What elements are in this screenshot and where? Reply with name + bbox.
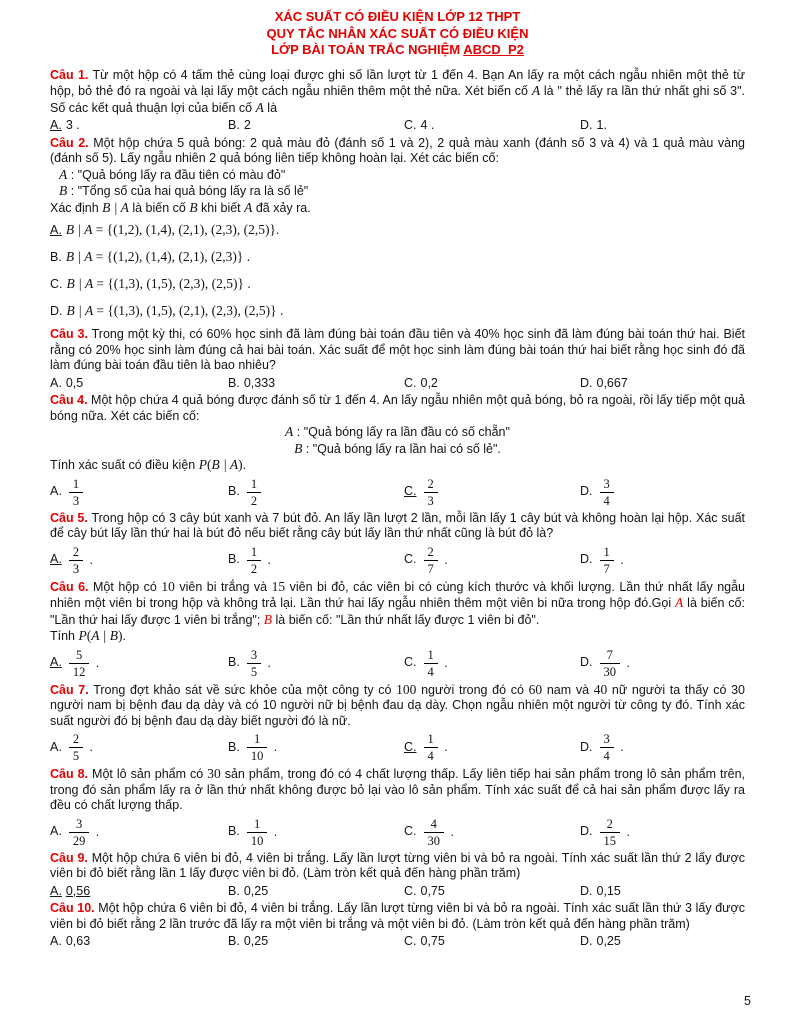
text-segment: 0,333	[243, 375, 276, 390]
text-segment: : "Quả bóng lấy ra đầu tiên có màu đỏ"	[67, 167, 286, 182]
answer-option	[228, 118, 404, 134]
answer-option	[50, 244, 745, 271]
text-segment: 1.	[596, 118, 607, 132]
text-segment: là " thẻ lấy ra lần thứ nhất ghi số 3". Số các kết quả thuận lợi của biến cố	[50, 84, 746, 115]
question-line	[50, 327, 745, 374]
math-segment: 100	[396, 681, 417, 697]
math-segment: B	[59, 183, 68, 198]
title-line-3-text: LỚP BÀI TOÁN TRẮC NGHIỆM	[271, 42, 464, 57]
math-segment: 30	[207, 766, 221, 781]
answer-options	[50, 217, 745, 325]
option-letter: C.	[404, 739, 417, 754]
answer-option	[50, 884, 228, 900]
math-segment: B | A	[65, 249, 96, 264]
option-letter: A.	[50, 883, 62, 898]
text-segment: Trong đợt khảo sát về sức khỏe của một công ty có	[88, 682, 397, 697]
text-segment: .	[440, 552, 448, 567]
question-line	[50, 200, 745, 217]
fraction	[247, 545, 261, 576]
math-segment: B	[189, 199, 198, 215]
option-letter: B.	[228, 883, 240, 898]
option-letter: C.	[404, 824, 417, 839]
text-segment: 0,667	[596, 375, 628, 390]
answer-option	[580, 476, 745, 509]
text-segment: .	[270, 739, 278, 754]
math-segment: )	[117, 628, 123, 643]
answer-option	[404, 118, 580, 134]
math-segment: )	[238, 457, 243, 472]
option-letter: D.	[50, 304, 63, 318]
math-red-segment: B	[263, 611, 273, 627]
text-segment: 0,63	[65, 934, 91, 948]
question-line	[50, 393, 745, 424]
fraction-denominator: 10	[250, 833, 264, 848]
option-letter: D.	[580, 484, 593, 499]
fraction	[247, 477, 261, 508]
question-number-label: Câu 1.	[50, 67, 89, 82]
math-segment: B | A	[66, 276, 97, 291]
fraction-numerator: 1	[69, 477, 83, 493]
math-segment: A	[244, 199, 253, 215]
answer-option	[50, 476, 228, 509]
text-segment: Xác định	[50, 200, 103, 215]
answer-option	[228, 884, 404, 900]
fraction	[69, 648, 90, 679]
math-segment: B | A	[211, 457, 239, 472]
fraction	[247, 648, 261, 679]
title-line-3-underlined-part: ABCD_P2	[463, 42, 524, 57]
fraction	[69, 545, 83, 576]
answer-options	[50, 816, 745, 849]
answer-option	[50, 298, 745, 325]
answer-options	[50, 884, 745, 900]
text-segment: viên bi đỏ, các viên bi có cùng kích thước và khối lượng. Lần thứ nhất lấy ngẫu nhiên một viên bi trong hộp và không trả lại. Lần thứ hai lấy ngẫu nhiên thêm một viên bi nữa trong hộp đó.Gọi	[50, 579, 746, 610]
text-segment: 0,25	[243, 934, 269, 948]
fraction	[600, 817, 621, 848]
question-block	[50, 579, 745, 680]
math-segment: 10	[161, 578, 175, 594]
option-letter: C.	[404, 655, 417, 670]
option-letter: C.	[404, 484, 417, 499]
text-segment: Trong một kỳ thi, có 60% học sinh đã làm đúng bài toán đầu tiên và 40% học sinh đã làm đúng bài toán thứ hai. Biết rằng có 20% học sinh làm đúng cả hai bài toán. Xác suất để một học sinh làm đúng bài toán thứ hai biết rằng học sinh đó đã làm đúng bài toán đầu tiên là bao nhiêu?	[50, 327, 745, 372]
math-segment: P	[198, 457, 207, 472]
option-letter: D.	[580, 883, 593, 898]
option-letter: A.	[50, 484, 62, 499]
fraction-denominator: 12	[72, 664, 86, 679]
text-segment: khi biết	[197, 200, 245, 215]
math-segment: 60	[528, 681, 543, 697]
option-letter: D.	[580, 655, 593, 670]
math-segment: A	[255, 99, 264, 115]
option-letter: A.	[50, 739, 62, 754]
math-red-segment: A	[675, 595, 684, 610]
answer-options	[50, 376, 745, 392]
text-segment: .	[92, 655, 100, 670]
option-letter: A.	[50, 655, 62, 670]
answer-option	[228, 816, 404, 849]
fraction-numerator: 3	[247, 648, 261, 664]
math-segment: = {(1,3), (1,5), (2,1), (2,3), (2,5)} .	[96, 303, 284, 318]
text-segment: viên bi trắng và	[174, 579, 272, 594]
answer-option	[228, 647, 404, 680]
text-segment: .	[616, 552, 624, 567]
answer-options	[50, 118, 745, 134]
option-letter: C.	[404, 552, 417, 567]
fraction-denominator: 29	[72, 833, 86, 848]
math-segment: A	[59, 166, 68, 182]
fraction	[600, 648, 621, 679]
text-segment: 0,56	[65, 883, 91, 898]
math-segment: = {(1,2), (1,4), (2,1), (2,3)} .	[95, 249, 251, 264]
option-letter: B.	[228, 739, 240, 754]
math-segment: 15	[271, 578, 286, 594]
option-letter: B.	[228, 484, 240, 499]
fraction-denominator: 2	[250, 493, 258, 508]
math-segment: 4	[355, 766, 362, 781]
option-letter: A.	[50, 824, 62, 839]
fraction	[600, 545, 614, 576]
fraction-numerator: 3	[69, 817, 90, 833]
option-letter: D.	[580, 824, 593, 839]
fraction	[424, 732, 438, 763]
text-segment: : "Quả bóng lấy ra lần đầu có số chẵn"	[293, 425, 510, 439]
option-letter: A.	[50, 223, 62, 237]
option-letter: A.	[50, 375, 62, 390]
math-segment: = {(1,3), (1,5), (2,3), (2,5)} .	[96, 276, 251, 291]
question-line	[50, 167, 745, 184]
math-segment: A	[285, 424, 294, 439]
option-letter: D.	[580, 552, 593, 567]
option-letter: B.	[228, 552, 240, 567]
fraction	[69, 732, 83, 763]
answer-option	[580, 118, 745, 134]
page-number: 5	[744, 994, 751, 1008]
text-segment: Một hộp chứa 6 viên bi đỏ, 4 viên bi trắng. Lấy lần lượt từng viên bi và bỏ ra ngoài. Tính xác suất lần thứ 3 lấy được viên bi đỏ biết rằng 2 lần trước đã lấy ra một viên bi trắng và một viên bi đỏ. (Làm tròn kết quả đến hàng phần trăm)	[50, 901, 745, 931]
text-segment: .	[270, 824, 278, 839]
question-block	[50, 851, 745, 900]
math-segment: P	[78, 628, 87, 643]
option-letter: C.	[404, 934, 417, 948]
text-segment: .	[92, 824, 100, 839]
fraction-numerator: 1	[424, 732, 438, 748]
fraction	[424, 545, 438, 576]
title-line-3	[50, 42, 745, 59]
fraction-numerator: 3	[600, 732, 614, 748]
answer-options	[50, 731, 745, 764]
answer-option	[404, 816, 580, 849]
answer-option	[50, 118, 228, 134]
fraction-numerator: 1	[247, 545, 261, 561]
answer-option	[50, 647, 228, 680]
answer-option	[404, 544, 580, 577]
math-segment: B | A	[65, 222, 96, 237]
text-segment: nam và	[542, 682, 594, 697]
question-line	[50, 457, 745, 474]
question-block	[50, 393, 745, 509]
answer-option	[580, 647, 745, 680]
text-segment: 3 .	[65, 118, 80, 132]
math-segment: = {(1,2), (1,4), (2,1), (2,3), (2,5)}.	[95, 222, 280, 237]
fraction-denominator: 7	[427, 561, 434, 576]
fraction	[424, 817, 445, 848]
answer-option	[50, 731, 228, 764]
question-number-label: Câu 2.	[50, 135, 89, 150]
answer-option	[404, 731, 580, 764]
fraction-denominator: 3	[72, 561, 80, 576]
option-letter: B.	[228, 824, 240, 839]
title-line-2: QUY TẮC NHÂN XÁC SUẤT CÓ ĐIỀU KIỆN	[266, 25, 529, 41]
text-segment: nữ người ta thấy có 30 người nam bị bệnh đau dạ dày và có 10 người nữ bị bệnh đau dạ dày. Chọn ngẫu nhiên một người từ công ty đó. Tính xác suất người đó bị bệnh đau dạ dày biết người đó là nữ.	[50, 682, 746, 728]
fraction-numerator: 1	[247, 732, 268, 748]
text-segment: 0,75	[420, 883, 445, 898]
text-segment: Tính xác suất có điều kiện	[50, 458, 199, 472]
fraction-numerator: 1	[247, 817, 268, 833]
text-segment: .	[86, 739, 94, 754]
answer-option	[50, 934, 228, 950]
fraction-denominator: 30	[427, 833, 440, 848]
question-line	[50, 851, 745, 882]
fraction	[247, 732, 268, 763]
fraction-numerator: 2	[69, 732, 83, 748]
answer-options	[50, 934, 745, 950]
option-letter: A.	[50, 118, 62, 132]
answer-option	[404, 884, 580, 900]
answer-option	[228, 476, 404, 509]
answer-option	[50, 376, 228, 392]
text-segment: : "Quả bóng lấy ra lần hai có số lẻ".	[302, 441, 501, 456]
answer-option	[404, 376, 580, 392]
question-number-label: Câu 4.	[50, 393, 88, 407]
fraction-numerator: 2	[69, 545, 83, 561]
fraction	[424, 648, 438, 679]
option-letter: A.	[50, 552, 62, 567]
fraction-numerator: 5	[69, 648, 90, 664]
fraction	[600, 477, 614, 508]
option-letter: B.	[228, 655, 240, 670]
option-letter: A.	[50, 934, 62, 948]
text-segment: .	[122, 629, 126, 643]
fraction-denominator: 5	[72, 749, 80, 763]
fraction-denominator: 4	[427, 749, 434, 763]
question-line	[50, 901, 745, 932]
fraction-numerator: 1	[600, 545, 614, 561]
question-line	[50, 424, 745, 441]
answer-option	[404, 934, 580, 950]
question-block	[50, 68, 745, 134]
question-block	[50, 327, 745, 391]
text-segment: đã xảy ra.	[252, 200, 311, 215]
question-block	[50, 901, 745, 950]
text-segment: là	[263, 100, 278, 115]
fraction-denominator: 2	[250, 561, 258, 576]
fraction-numerator: 1	[424, 648, 438, 664]
option-letter: B.	[228, 375, 240, 390]
math-segment: B | A	[102, 199, 129, 215]
fraction-denominator: 3	[72, 493, 80, 508]
fraction-numerator: 4	[424, 817, 445, 833]
page-footer	[744, 994, 751, 1008]
question-number-label: Câu 6.	[50, 579, 89, 594]
question-block	[50, 511, 745, 577]
text-segment: Một hộp chứa 5 quả bóng: 2 quả màu đỏ (đánh số 1 và 2), 2 quả màu xanh (đánh số 3 và 4) và 1 quả màu vàng (đánh số 5). Lấy ngẫu nhiên 2 quả bóng liên tiếp không hoàn lại. Xét các biến cố:	[50, 135, 746, 165]
fraction-numerator: 3	[600, 477, 614, 493]
fraction-denominator: 30	[603, 664, 616, 679]
question-line	[50, 441, 745, 458]
questions-list	[50, 68, 745, 950]
question-line	[50, 183, 745, 200]
option-letter: D.	[580, 739, 593, 754]
text-segment: là biến cố	[128, 200, 190, 215]
answer-option	[580, 816, 745, 849]
text-segment: .	[242, 458, 247, 472]
answer-option	[228, 376, 404, 392]
text-segment: .	[86, 552, 94, 567]
fraction-denominator: 5	[250, 664, 258, 679]
text-segment: Một lô sản phẩm có	[88, 767, 208, 781]
fraction	[600, 732, 614, 763]
text-segment: 0,75	[420, 934, 445, 948]
text-segment: Một hộp có	[88, 579, 162, 594]
question-line	[50, 766, 745, 814]
text-segment: chất lượng thấp. Lấy liên tiếp hai sản phẩm trong lô sản phẩm trên, trong đó sản phẩm lấy ra ở lần thứ nhất không được bỏ lại vào lô sản phẩm. Tính xác suất để cả hai sản phẩm được lấy ra đều có chất lượng thấp.	[50, 767, 745, 812]
text-segment: .	[623, 824, 630, 839]
answer-option	[404, 647, 580, 680]
text-segment: .	[264, 655, 272, 670]
option-letter: D.	[580, 375, 593, 390]
answer-option	[404, 476, 580, 509]
option-letter: C.	[404, 118, 417, 132]
answer-options	[50, 476, 745, 509]
answer-option	[50, 217, 745, 244]
question-number-label: Câu 3.	[50, 327, 88, 341]
text-segment: : "Tổng số của hai quả bóng lấy ra là số lẻ"	[67, 184, 309, 198]
question-block	[50, 136, 745, 326]
math-segment: A | B	[91, 628, 118, 643]
fraction-denominator: 4	[603, 493, 610, 508]
option-letter: C.	[404, 883, 417, 898]
question-line	[50, 682, 745, 730]
question-number-label: Câu 5.	[50, 510, 88, 525]
answer-option	[580, 376, 745, 392]
fraction-numerator: 1	[247, 477, 261, 493]
answer-option	[228, 934, 404, 950]
fraction-denominator: 4	[427, 664, 434, 679]
question-number-label: Câu 8.	[50, 767, 89, 781]
fraction-denominator: 10	[250, 749, 264, 763]
question-number-label: Câu 10.	[50, 901, 95, 915]
option-letter: B.	[50, 250, 62, 264]
text-segment: .	[447, 824, 454, 839]
option-letter: B.	[228, 934, 240, 948]
option-letter: D.	[580, 934, 593, 948]
text-segment: 4 .	[420, 118, 435, 132]
option-letter: C.	[50, 277, 63, 291]
option-letter: C.	[404, 375, 417, 390]
question-line	[50, 628, 745, 645]
option-letter: B.	[228, 118, 240, 132]
math-segment: (	[206, 457, 212, 472]
text-segment: Từ một hộp có 4 tấm thẻ cùng loại được ghi số lần lượt từ 1 đến 4. Bạn An lấy ra một cách ngẫu nhiên một thẻ từ hộp, bỏ thẻ đó ra ngoài và lại lấy một cách ngẫu nhiên thêm một thẻ nữa. Xét biến cố	[50, 67, 745, 98]
text-segment: người trong đó có	[416, 682, 529, 697]
title-line-1: XÁC SUẤT CÓ ĐIỀU KIỆN LỚP 12 THPT	[274, 9, 521, 24]
text-segment: .	[440, 739, 448, 754]
answer-option	[580, 544, 745, 577]
question-number-label: Câu 9.	[50, 850, 88, 865]
text-segment: là biến cố: "Lần thứ hai lấy được 1 viên bi trắng";	[50, 596, 745, 627]
text-segment: .	[440, 655, 448, 670]
text-segment: .	[623, 655, 630, 670]
question-line	[50, 68, 745, 117]
fraction	[69, 477, 83, 508]
text-segment: 0,25	[596, 934, 621, 948]
fraction-denominator: 3	[427, 493, 434, 508]
text-segment: .	[264, 552, 272, 567]
fraction-numerator: 7	[600, 648, 621, 664]
text-segment: Tính	[50, 629, 79, 643]
fraction	[69, 817, 90, 848]
fraction-numerator: 2	[424, 477, 438, 493]
answer-option	[50, 816, 228, 849]
question-block	[50, 682, 745, 765]
fraction	[247, 817, 268, 848]
answer-options	[50, 544, 745, 577]
text-segment: 0,2	[420, 375, 438, 390]
math-segment: (	[86, 628, 92, 643]
fraction-denominator: 15	[603, 833, 616, 848]
fraction	[424, 477, 438, 508]
answer-option	[228, 544, 404, 577]
math-segment: A	[531, 83, 541, 98]
text-segment: Một hộp chứa 4 quả bóng được đánh số từ 1 đến 4. An lấy ngẫu nhiên một quả bóng, bỏ ra ngoài, rồi lấy tiếp một quả bóng nữa. Xét các biến cố:	[50, 393, 745, 423]
text-segment: sản phẩm, trong đó có	[220, 767, 356, 781]
question-block	[50, 766, 745, 849]
answer-option	[228, 731, 404, 764]
text-segment: .	[616, 739, 624, 754]
text-segment: 0,25	[243, 883, 269, 898]
math-segment: B | A	[66, 303, 97, 318]
fraction-denominator: 4	[603, 749, 610, 763]
text-segment: Trong hộp có 3 cây bút xanh và 7 bút đỏ. An lấy lần lượt 2 lần, mỗi lần lấy 1 cây bút và không hoàn lại hộp. Xác suất để cây bút lấy lần thứ hai là bút đỏ nếu biết rằng cây bút lấy lần thứ nhất cũng là bút đỏ là?	[50, 510, 745, 540]
fraction-numerator: 2	[424, 545, 438, 561]
text-segment: 0,5	[65, 375, 84, 390]
text-segment: là biến cố: "Lần thứ nhất lấy được 1 viên bi đỏ".	[272, 612, 540, 627]
math-segment: 40	[593, 681, 608, 697]
question-line	[50, 579, 745, 629]
answer-options	[50, 647, 745, 680]
text-segment: 2	[243, 118, 251, 132]
fraction-numerator: 2	[600, 817, 621, 833]
answer-option	[50, 544, 228, 577]
answer-option	[580, 884, 745, 900]
answer-option	[580, 934, 745, 950]
fraction-denominator: 7	[603, 561, 610, 576]
document-title	[50, 9, 745, 59]
question-line	[50, 511, 745, 542]
question-number-label: Câu 7.	[50, 682, 89, 697]
text-segment: 0,15	[596, 883, 621, 898]
answer-option	[580, 731, 745, 764]
answer-option	[50, 271, 745, 298]
question-line	[50, 136, 745, 167]
option-letter: D.	[580, 118, 593, 132]
text-segment: Một hộp chứa 6 viên bi đỏ, 4 viên bi trắng. Lấy lần lượt từng viên bi và bỏ ra ngoài. Tính xác suất lần thứ 2 lấy được viên bi đỏ biết rằng lần 1 lấy được viên bi đỏ. (Làm tròn kết quả đến hàng phần trăm)	[50, 850, 745, 880]
math-segment: B	[294, 440, 303, 456]
